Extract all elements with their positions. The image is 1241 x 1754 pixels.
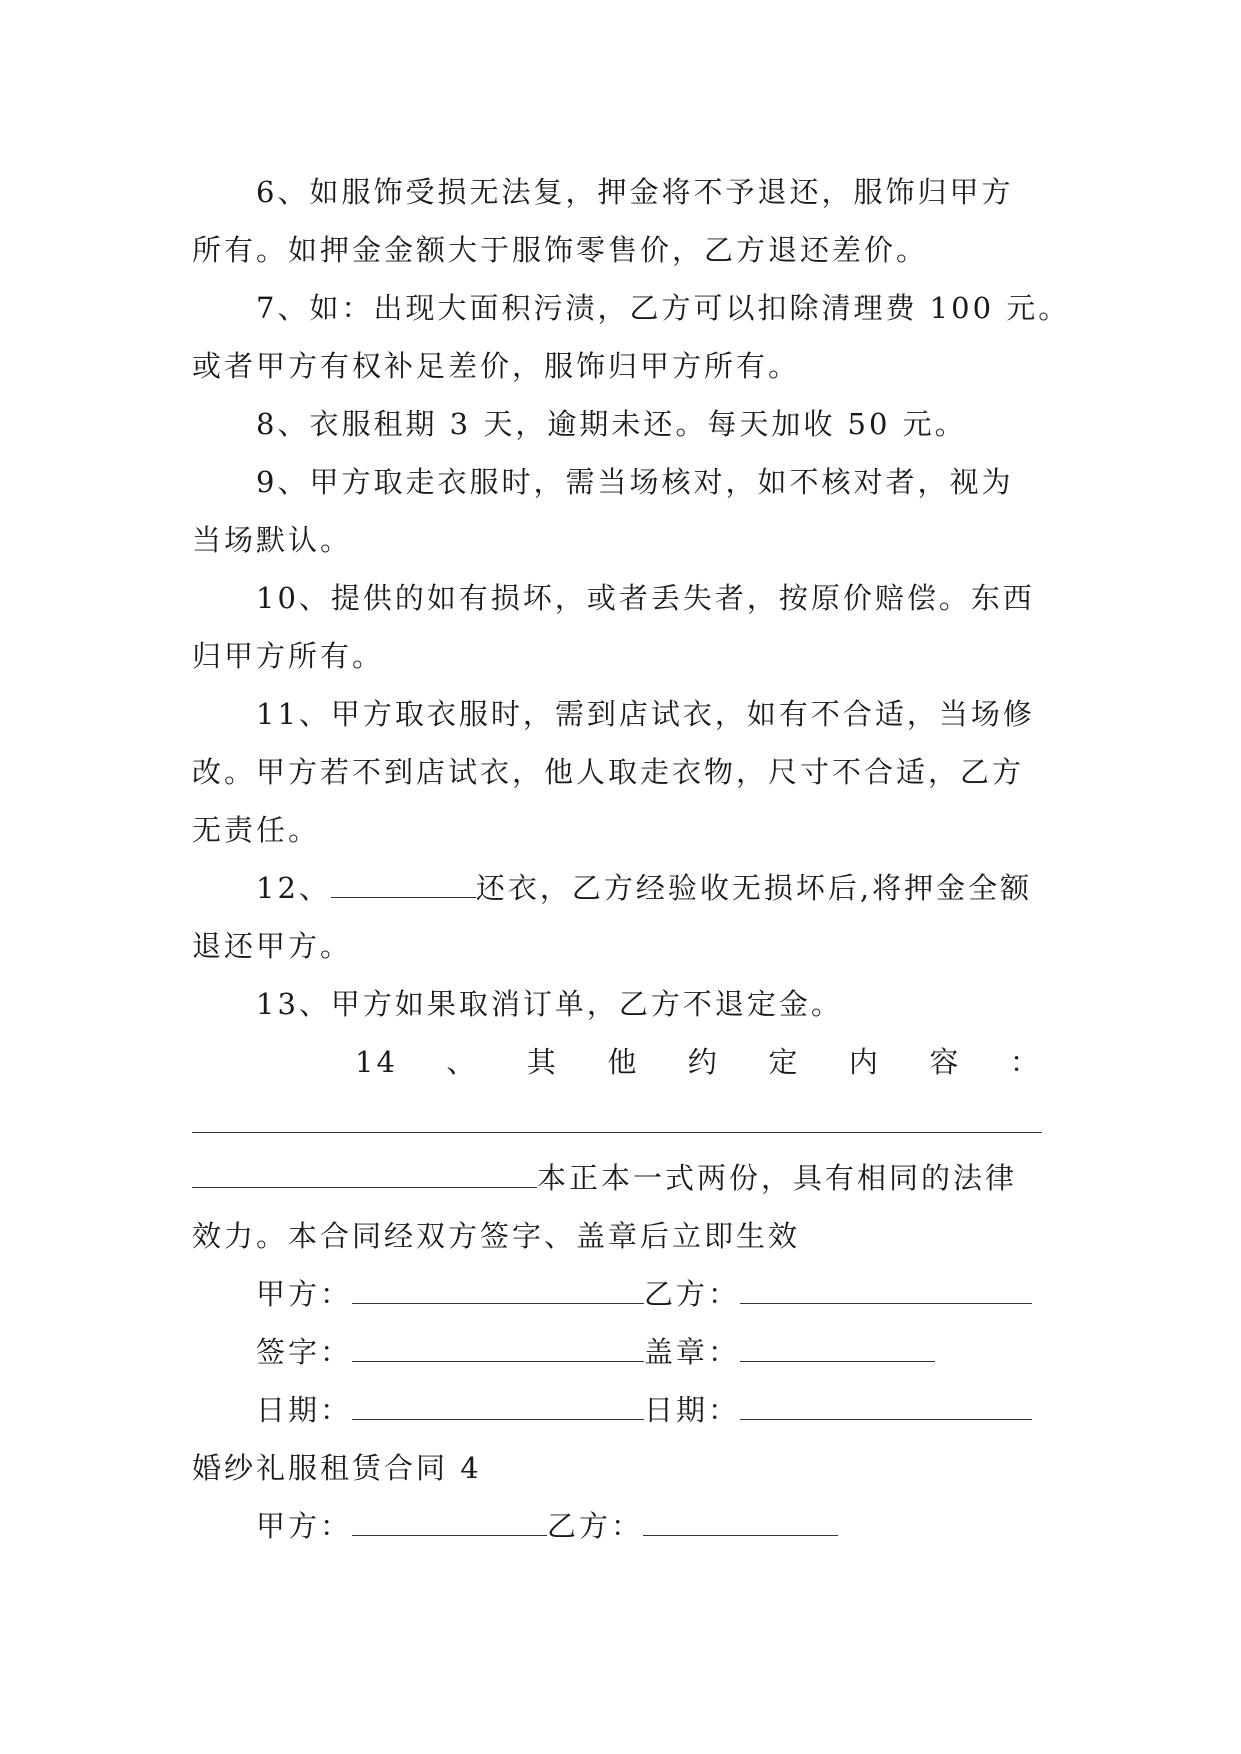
clause-13: 13、甲方如果取消订单，乙方不退定金。 xyxy=(256,987,843,1021)
clause-11-line-3: 无责任。 xyxy=(192,813,321,847)
clause-10-line-2: 归甲方所有。 xyxy=(192,639,385,673)
next-party-a-blank[interactable] xyxy=(352,1503,547,1536)
next-party-a-label: 甲方： xyxy=(256,1509,353,1543)
clause-7-line-1: 7、如：出现大面积污渍，乙方可以扣除清理费 100 元。 xyxy=(256,291,1071,325)
other-terms-blank-line xyxy=(192,1091,1052,1149)
date-left-blank[interactable] xyxy=(352,1387,644,1420)
next-party-row xyxy=(192,1497,1052,1555)
next-contract-title: 婚纱礼服租赁合同 4 xyxy=(192,1451,482,1485)
party-a-label: 甲方： xyxy=(256,1277,353,1311)
date-right-blank[interactable] xyxy=(740,1387,1032,1420)
clause-15-line-1 xyxy=(192,1149,1052,1207)
other-terms-blank-continued[interactable] xyxy=(192,1155,537,1188)
clause-14-token: 14 xyxy=(355,1045,398,1079)
sign-blank[interactable] xyxy=(352,1329,644,1362)
clause-12-line-1 xyxy=(192,859,1052,917)
clause-6-line-1: 6、如服饰受损无法复，押金将不予退还，服饰归甲方 xyxy=(256,175,1014,209)
date-label-right: 日期： xyxy=(644,1393,741,1427)
seal-label: 盖章： xyxy=(644,1335,741,1369)
sign-row xyxy=(192,1323,1052,1381)
party-a-blank[interactable] xyxy=(352,1271,644,1304)
return-date-blank[interactable] xyxy=(331,865,476,898)
party-b-label: 乙方： xyxy=(644,1277,741,1311)
clause-8: 8、衣服租期 3 天，逾期未还。每天加收 50 元。 xyxy=(256,407,967,441)
next-party-b-blank[interactable] xyxy=(643,1503,838,1536)
clause-12-prefix: 12、 xyxy=(256,871,331,905)
clause-14-token: 内 xyxy=(848,1045,881,1079)
clause-14-token: 、 xyxy=(446,1045,479,1079)
clause-14-token: 约 xyxy=(687,1045,720,1079)
clause-9-line-1: 9、甲方取走衣服时，需当场核对，如不核对者，视为 xyxy=(256,465,1014,499)
clause-14-token: 他 xyxy=(607,1045,640,1079)
clause-14-heading xyxy=(192,1033,1052,1091)
clause-6-line-2: 所有。如押金金额大于服饰零售价，乙方退还差价。 xyxy=(192,233,929,267)
clause-15-line-2: 效力。本合同经双方签字、盖章后立即生效 xyxy=(192,1219,801,1253)
other-terms-blank[interactable] xyxy=(192,1100,1042,1133)
date-row xyxy=(192,1381,1052,1439)
clause-7-line-2: 或者甲方有权补足差价，服饰归甲方所有。 xyxy=(192,349,801,383)
clause-12-suffix: 还衣，乙方经验收无损坏后,将押金全额 xyxy=(475,871,1033,905)
seal-blank[interactable] xyxy=(740,1329,935,1362)
clause-15-suffix: 本正本一式两份，具有相同的法律 xyxy=(537,1161,1018,1195)
date-label-left: 日期： xyxy=(256,1393,353,1427)
clause-9-line-2: 当场默认。 xyxy=(192,523,353,557)
clause-11-line-1: 11、甲方取衣服时，需到店试衣，如有不合适，当场修 xyxy=(256,697,1035,731)
clause-11-line-2: 改。甲方若不到店试衣，他人取走衣物，尺寸不合适，乙方 xyxy=(192,755,1025,789)
clause-14-token: 容 xyxy=(929,1045,962,1079)
clause-10-line-1: 10、提供的如有损坏，或者丢失者，按原价赔偿。东西 xyxy=(256,581,1035,615)
party-b-blank[interactable] xyxy=(740,1271,1032,1304)
clause-12-line-2: 退还甲方。 xyxy=(192,929,353,963)
clause-14-token: 定 xyxy=(768,1045,801,1079)
next-party-b-label: 乙方： xyxy=(547,1509,644,1543)
contract-body xyxy=(192,163,1071,1555)
sign-label: 签字： xyxy=(256,1335,353,1369)
clause-14-token: 其 xyxy=(526,1045,559,1079)
clause-14-token: ： xyxy=(1009,1045,1042,1079)
party-row xyxy=(192,1265,1052,1323)
